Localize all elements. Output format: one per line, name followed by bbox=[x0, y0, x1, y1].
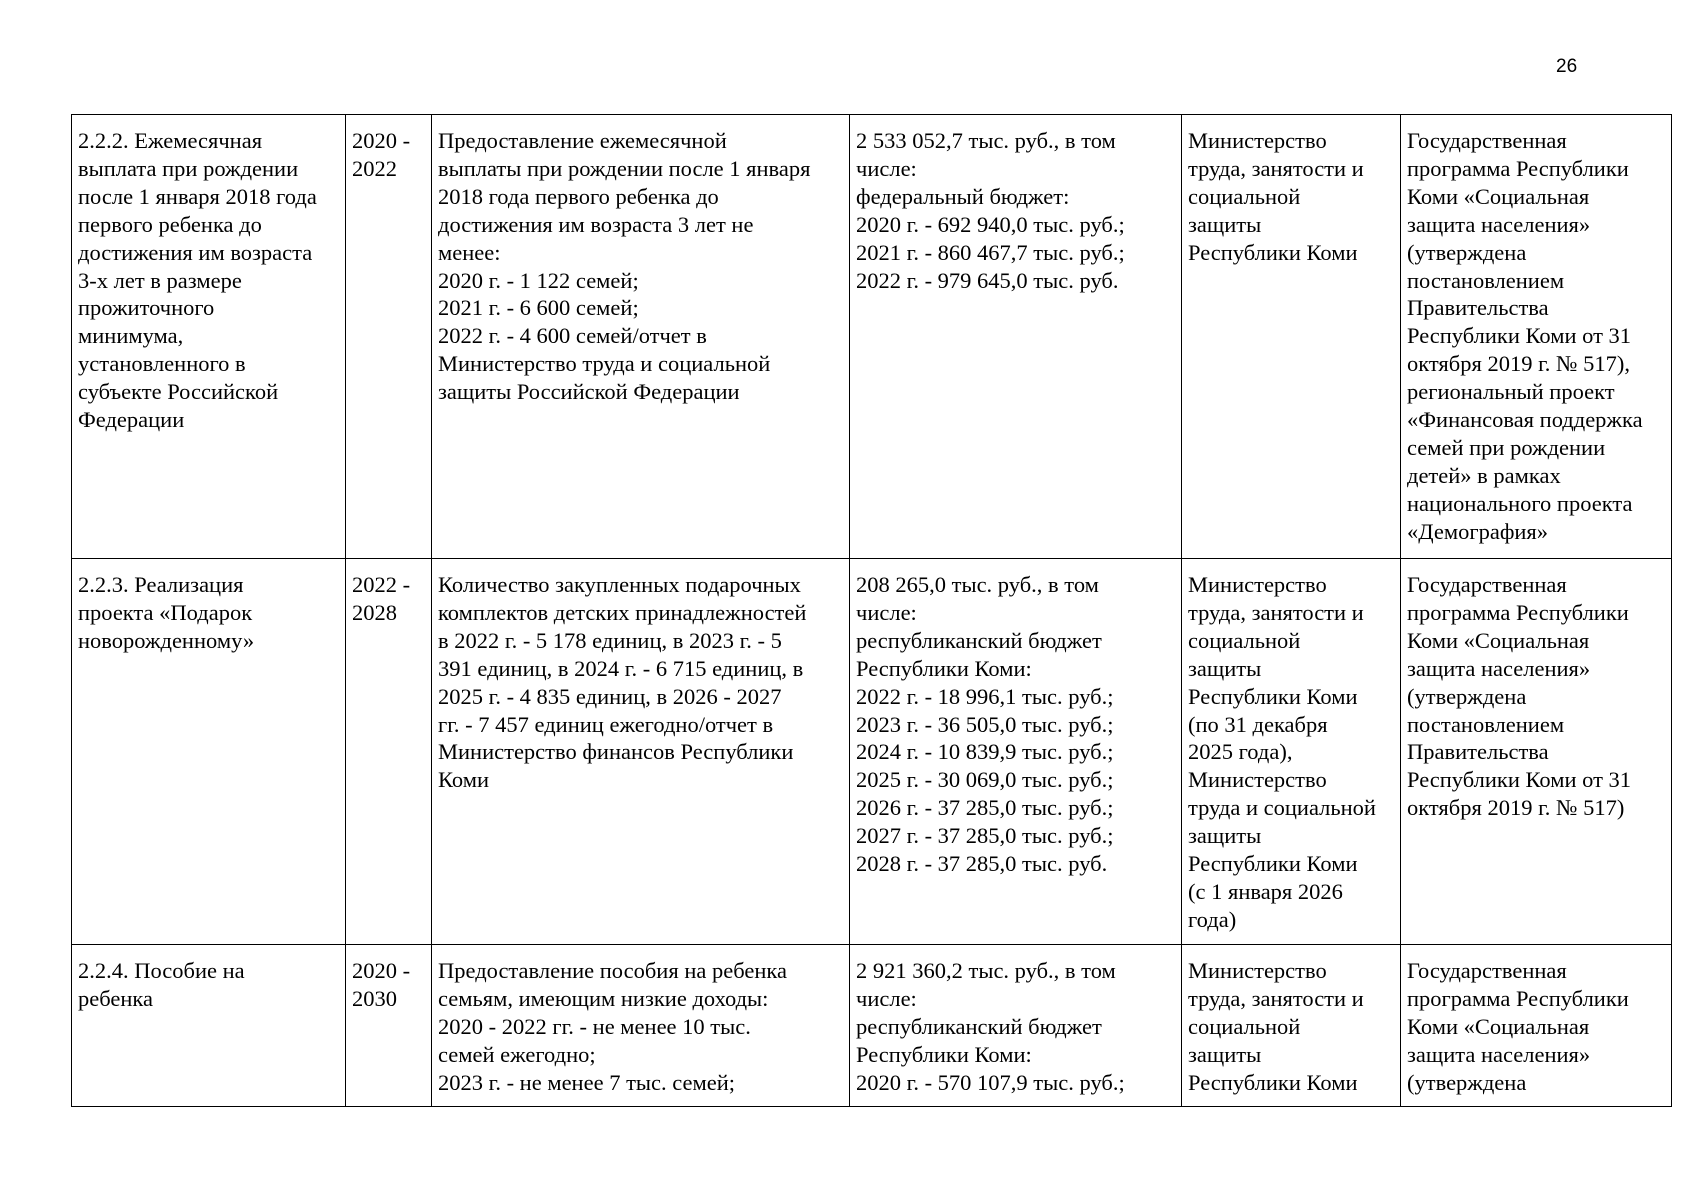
executor-line: Республики Коми bbox=[1188, 851, 1358, 877]
executor-cell bbox=[1182, 945, 1401, 1107]
activity-line: 2.2.2. Ежемесячная bbox=[78, 128, 263, 153]
indicator-line: защиты Российской Федерации bbox=[438, 379, 740, 405]
activity-line: выплата при рождении bbox=[78, 155, 299, 181]
executor-line: Республики Коми bbox=[1188, 683, 1358, 709]
funding-line: 2022 г. - 18 996,1 тыс. руб.; bbox=[856, 683, 1114, 709]
program-line: октября 2019 г. № 517), bbox=[1407, 351, 1630, 377]
activity-line: минимума, bbox=[78, 323, 184, 349]
funding-line: числе: bbox=[856, 599, 917, 625]
indicator-line: 2020 - 2022 гг. - не менее 10 тыс. bbox=[438, 1013, 751, 1039]
executor-line: социальной bbox=[1188, 183, 1301, 209]
executor-line: защиты bbox=[1188, 823, 1262, 849]
indicator-line: 2025 г. - 4 835 единиц, в 2026 - 2027 bbox=[438, 683, 782, 709]
activity-line: достижения им возраста bbox=[78, 239, 313, 265]
program-line: семей при рождении bbox=[1407, 434, 1606, 460]
activity-line: 2.2.4. Пособие на bbox=[78, 958, 245, 983]
indicator-line: Предоставление ежемесячной bbox=[438, 128, 727, 153]
executor-line: Министерство bbox=[1188, 767, 1327, 793]
page-number: 26 bbox=[1556, 56, 1578, 77]
executor-line: труда, занятости и bbox=[1188, 155, 1364, 181]
executor-cell bbox=[1182, 559, 1401, 945]
period-cell bbox=[346, 945, 432, 1107]
program-line: «Демография» bbox=[1407, 518, 1549, 544]
activity-cell bbox=[72, 559, 346, 945]
indicator-line: Министерство труда и социальной bbox=[438, 351, 771, 377]
executor-line: Республики Коми bbox=[1188, 239, 1358, 265]
table-row bbox=[72, 559, 1672, 945]
program-line: программа Республики bbox=[1407, 985, 1629, 1011]
indicator-line: Количество закупленных подарочных bbox=[438, 572, 801, 597]
executor-line: социальной bbox=[1188, 1013, 1301, 1039]
activity-line: первого ребенка до bbox=[78, 211, 262, 237]
indicator-line: Коми bbox=[438, 767, 489, 793]
indicator-line: комплектов детских принадлежностей bbox=[438, 599, 807, 625]
activity-cell bbox=[72, 115, 346, 559]
activity-line: новорожденному» bbox=[78, 627, 255, 653]
activity-line: 2.2.3. Реализация bbox=[78, 572, 244, 597]
funding-line: 208 265,0 тыс. руб., в том bbox=[856, 572, 1099, 597]
program-line: программа Республики bbox=[1407, 155, 1629, 181]
program-line: постановлением bbox=[1407, 267, 1565, 293]
period-line: 2022 bbox=[352, 155, 397, 181]
executor-line: социальной bbox=[1188, 627, 1301, 653]
activity-line: Федерации bbox=[78, 407, 185, 433]
funding-line: республиканский бюджет bbox=[856, 627, 1102, 653]
executor-line: защиты bbox=[1188, 211, 1262, 237]
funding-line: 2 921 360,2 тыс. руб., в том bbox=[856, 958, 1116, 983]
funding-line: Республики Коми: bbox=[856, 1041, 1032, 1067]
period-line: 2020 - bbox=[352, 958, 411, 983]
indicator-line: 2022 г. - 4 600 семей/отчет в bbox=[438, 323, 707, 349]
table-row bbox=[72, 115, 1672, 559]
funding-line: 2023 г. - 36 505,0 тыс. руб.; bbox=[856, 711, 1114, 737]
program-line: «Финансовая поддержка bbox=[1407, 407, 1643, 433]
period-line: 2022 - bbox=[352, 572, 411, 597]
executor-line: Республики Коми bbox=[1188, 1069, 1358, 1095]
executor-line: года) bbox=[1188, 906, 1237, 932]
executor-line: Министерство bbox=[1188, 572, 1327, 597]
executor-line: (по 31 декабря bbox=[1188, 711, 1328, 737]
program-line: Коми «Социальная bbox=[1407, 1013, 1590, 1039]
executor-line: труда, занятости и bbox=[1188, 985, 1364, 1011]
program-line: защита населения» bbox=[1407, 211, 1591, 237]
program-cell bbox=[1401, 945, 1672, 1107]
program-line: Коми «Социальная bbox=[1407, 627, 1590, 653]
executor-line: (с 1 января 2026 bbox=[1188, 878, 1343, 904]
period-line: 2020 - bbox=[352, 128, 411, 153]
indicator-line: 2021 г. - 6 600 семей; bbox=[438, 295, 639, 321]
indicator-line: 391 единиц, в 2024 г. - 6 715 единиц, в bbox=[438, 655, 804, 681]
activity-line: проекта «Подарок bbox=[78, 599, 253, 625]
measures-table bbox=[71, 114, 1672, 1107]
period-cell bbox=[346, 115, 432, 559]
funding-line: Республики Коми: bbox=[856, 655, 1032, 681]
funding-line: 2026 г. - 37 285,0 тыс. руб.; bbox=[856, 795, 1114, 821]
funding-line: 2020 г. - 692 940,0 тыс. руб.; bbox=[856, 211, 1125, 237]
indicator-line: Министерство финансов Республики bbox=[438, 739, 794, 765]
activity-line: 3-х лет в размере bbox=[78, 267, 242, 293]
program-line: Правительства bbox=[1407, 295, 1549, 321]
activity-line: установленного в bbox=[78, 351, 246, 377]
program-line: защита населения» bbox=[1407, 655, 1591, 681]
indicator-line: 2020 г. - 1 122 семей; bbox=[438, 267, 639, 293]
period-line: 2030 bbox=[352, 985, 397, 1011]
indicator-cell bbox=[432, 115, 850, 559]
program-line: постановлением bbox=[1407, 711, 1565, 737]
program-line: детей» в рамках bbox=[1407, 462, 1561, 488]
activity-line: прожиточного bbox=[78, 295, 215, 321]
funding-line: 2025 г. - 30 069,0 тыс. руб.; bbox=[856, 767, 1114, 793]
funding-line: республиканский бюджет bbox=[856, 1013, 1102, 1039]
period-cell bbox=[346, 559, 432, 945]
program-line: октября 2019 г. № 517) bbox=[1407, 795, 1625, 821]
indicator-line: в 2022 г. - 5 178 единиц, в 2023 г. - 5 bbox=[438, 627, 782, 653]
program-cell bbox=[1401, 559, 1672, 945]
indicator-line: 2018 года первого ребенка до bbox=[438, 183, 719, 209]
indicator-line: гг. - 7 457 единиц ежегодно/отчет в bbox=[438, 711, 774, 737]
activity-line: субъекте Российской bbox=[78, 379, 279, 405]
funding-line: федеральный бюджет: bbox=[856, 183, 1070, 209]
program-line: (утверждена bbox=[1407, 683, 1527, 709]
executor-line: защиты bbox=[1188, 655, 1262, 681]
funding-cell bbox=[850, 945, 1182, 1107]
executor-line: труда и социальной bbox=[1188, 795, 1376, 821]
funding-line: 2020 г. - 570 107,9 тыс. руб.; bbox=[856, 1069, 1125, 1095]
program-line: защита населения» bbox=[1407, 1041, 1591, 1067]
indicator-line: выплаты при рождении после 1 января bbox=[438, 155, 811, 181]
program-line: Республики Коми от 31 bbox=[1407, 323, 1632, 349]
table-row bbox=[72, 945, 1672, 1107]
indicator-line: достижения им возраста 3 лет не bbox=[438, 211, 754, 237]
program-line: программа Республики bbox=[1407, 599, 1629, 625]
funding-line: числе: bbox=[856, 155, 917, 181]
program-cell bbox=[1401, 115, 1672, 559]
indicator-line: 2023 г. - не менее 7 тыс. семей; bbox=[438, 1069, 736, 1095]
funding-line: 2028 г. - 37 285,0 тыс. руб. bbox=[856, 851, 1108, 877]
funding-line: 2024 г. - 10 839,9 тыс. руб.; bbox=[856, 739, 1114, 765]
indicator-cell bbox=[432, 559, 850, 945]
funding-line: 2 533 052,7 тыс. руб., в том bbox=[856, 128, 1116, 153]
executor-line: защиты bbox=[1188, 1041, 1262, 1067]
executor-line: Министерство bbox=[1188, 958, 1327, 983]
executor-cell bbox=[1182, 115, 1401, 559]
indicator-line: менее: bbox=[438, 239, 501, 265]
indicator-line: семьям, имеющим низкие доходы: bbox=[438, 985, 769, 1011]
program-line: Государственная bbox=[1407, 128, 1567, 153]
program-line: (утверждена bbox=[1407, 239, 1527, 265]
funding-cell bbox=[850, 115, 1182, 559]
funding-cell bbox=[850, 559, 1182, 945]
program-line: региональный проект bbox=[1407, 379, 1615, 405]
activity-line: ребенка bbox=[78, 985, 153, 1011]
activity-cell bbox=[72, 945, 346, 1107]
program-line: Государственная bbox=[1407, 572, 1567, 597]
funding-line: числе: bbox=[856, 985, 917, 1011]
indicator-line: семей ежегодно; bbox=[438, 1041, 596, 1067]
executor-line: труда, занятости и bbox=[1188, 599, 1364, 625]
activity-line: после 1 января 2018 года bbox=[78, 183, 317, 209]
program-line: Правительства bbox=[1407, 739, 1549, 765]
executor-line: 2025 года), bbox=[1188, 739, 1293, 765]
funding-line: 2022 г. - 979 645,0 тыс. руб. bbox=[856, 267, 1119, 293]
program-line: Коми «Социальная bbox=[1407, 183, 1590, 209]
program-line: Республики Коми от 31 bbox=[1407, 767, 1632, 793]
executor-line: Министерство bbox=[1188, 128, 1327, 153]
program-line: (утверждена bbox=[1407, 1069, 1527, 1095]
funding-line: 2021 г. - 860 467,7 тыс. руб.; bbox=[856, 239, 1125, 265]
indicator-cell bbox=[432, 945, 850, 1107]
indicator-line: Предоставление пособия на ребенка bbox=[438, 958, 787, 983]
program-line: национального проекта bbox=[1407, 490, 1633, 516]
funding-line: 2027 г. - 37 285,0 тыс. руб.; bbox=[856, 823, 1114, 849]
program-line: Государственная bbox=[1407, 958, 1567, 983]
period-line: 2028 bbox=[352, 599, 397, 625]
